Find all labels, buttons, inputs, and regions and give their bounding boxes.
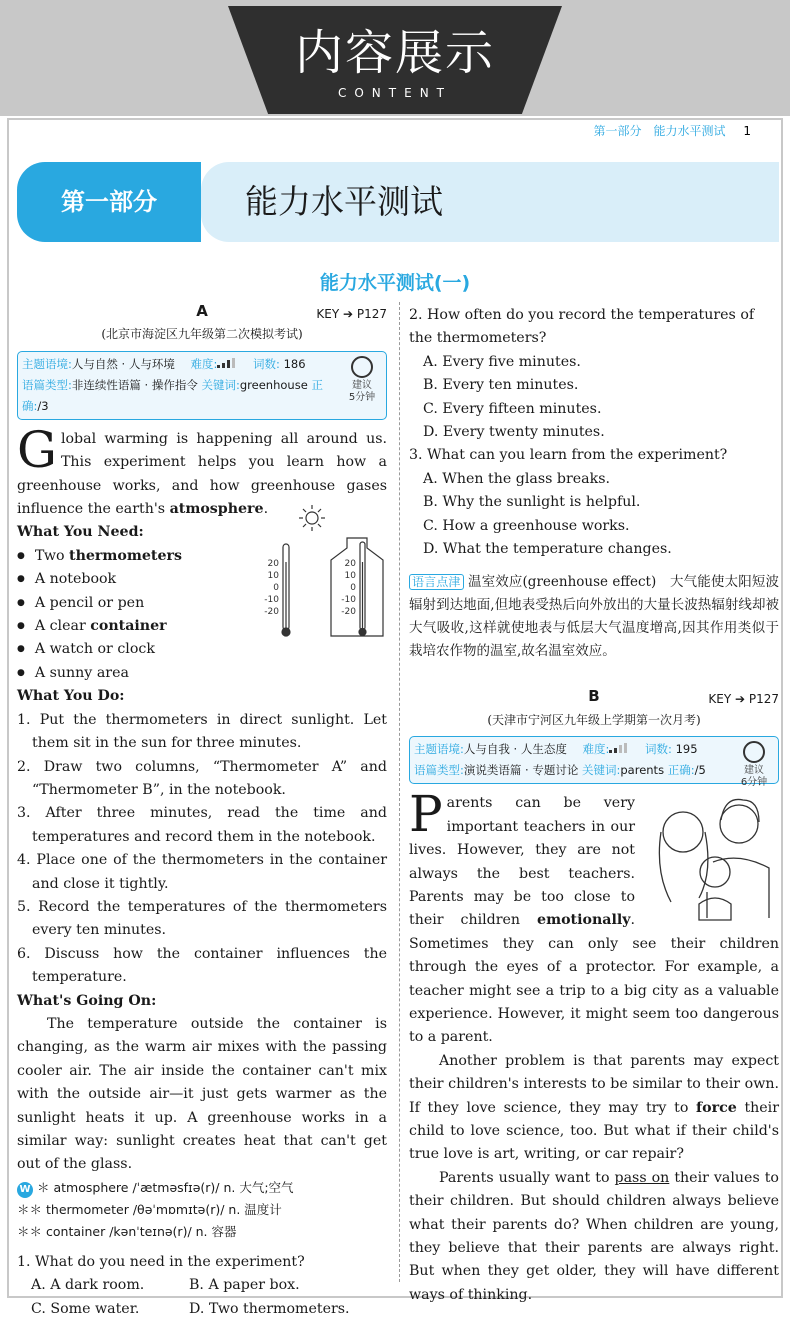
list-item: ● A watch or clock [17, 638, 237, 661]
right-column [409, 300, 779, 1307]
drop-cap: P [409, 785, 443, 844]
content-banner [0, 0, 790, 116]
suggested-time [342, 356, 382, 404]
going-heading: What's Going On: [17, 992, 157, 1009]
passage-source: (北京市海淀区九年级第二次模拟考试) [101, 327, 303, 342]
part-title: 能力水平测试 [201, 162, 779, 242]
option[interactable]: C. How a greenhouse works. [423, 517, 630, 534]
passage-a-intro: Global warming is happening all around us. This experiment helps you learn how a greenhouse works, and how greenhouse gases influence the earth's atmosphere. [17, 420, 387, 518]
option[interactable]: D. What the temperature changes. [423, 541, 672, 558]
language-note [409, 571, 779, 663]
question-stem: 3. What can you learn from the experiment? [409, 447, 728, 464]
words-value: 195 [675, 742, 698, 757]
difficulty-bars-icon [609, 743, 629, 753]
tick-label: 20 [267, 559, 279, 569]
correct-label: 正确: [667, 763, 695, 778]
list-item: 5. Record the temperatures of the thermometers every ten minutes. [17, 898, 387, 939]
tick-label: -20 [341, 607, 356, 617]
difficulty-label: 难度: [582, 742, 610, 757]
tick-label: 0 [350, 583, 356, 593]
family-illustration [643, 792, 779, 922]
underlined-phrase: pass on [614, 1169, 670, 1186]
option[interactable]: A. A dark room. [31, 1277, 145, 1294]
bold-word: force [696, 1099, 737, 1116]
tick-label: 10 [344, 571, 356, 581]
question-options [17, 1274, 387, 1321]
option[interactable]: D. Two thermometers. [189, 1300, 350, 1317]
words-label: 词数: [645, 742, 672, 757]
clock-icon [743, 741, 765, 763]
passage-info-box [409, 736, 779, 789]
type-label: 语篇类型: [414, 763, 464, 778]
keyword-value: greenhouse [239, 377, 308, 392]
list-item: ● Two thermometers [17, 545, 237, 568]
passage-b-p3: Parents usually want to pass on their values to their children. But should children always believe what their parents do? When children are young, they believe that their parents are always right. But when they get older, they will have different ways of thinking. [409, 1169, 779, 1303]
father-body [707, 858, 769, 918]
part-label: 第一部分 [17, 162, 201, 242]
father-head [720, 805, 758, 843]
list-item: 1. Put the thermometers in direct sunlight. Let them sit in the sun for three minutes. [17, 711, 387, 752]
passage-b-p1: Parents can be very important teachers in our lives. However, they are not always the best teachers. Parents may be too close to their children emotionally. Sometimes they can only see their children through the eyes of a protector. For example, a teacher might see a trip to a big city as a valuable experience. However, it might seem too dangerous to a parent. [409, 785, 779, 1046]
jar-icon [331, 538, 383, 636]
question-options [409, 351, 779, 445]
option[interactable]: B. Every ten minutes. [423, 377, 579, 394]
tick-label: 20 [344, 559, 356, 569]
option[interactable]: D. Every twenty minutes. [423, 424, 605, 441]
timer-bottom: 5分钟 [348, 391, 376, 403]
thermometer-icon [282, 544, 290, 636]
option[interactable]: C. Every fifteen minutes. [423, 400, 602, 417]
question-1 [17, 1251, 387, 1321]
list-item: ● A pencil or pen [17, 592, 237, 615]
passage-b-p2: Another problem is that parents may expect their children's interests to be similar to their own. If they love science, they may try to force their child to love science, too. But what if their child's true love is art, writing, or car repair? [409, 1052, 779, 1163]
keyword-label: 关键词: [582, 763, 621, 778]
running-header [594, 122, 751, 139]
difficulty-label: 难度: [190, 356, 218, 371]
correct-value: /5 [694, 763, 706, 778]
passage-b-heading [409, 685, 779, 708]
materials-list [17, 545, 237, 685]
running-header-text: 第一部分 能力水平测试 [593, 124, 726, 138]
drop-cap: G [17, 420, 57, 479]
list-item: 6. Discuss how the container influences the temperature. [17, 945, 387, 986]
going-text: The temperature outside the container is changing, as the warm air mixes with the passing cooler air. The air inside the container can't mix with the outside air—it just gets warmer as the sunlight heats it up. A greenhouse works in a similar way: sunlight creates heat that can't get out of the glass. [17, 1015, 387, 1173]
language-note-text: 温室效应(greenhouse effect) 大气能使太阳短波辐射到达地面,但地表受热后向外放出的大量长波热辐射线却被大气吸收,这样就使地表与低层大气温度增高,因其作用类似于栽培农作物的温室,故名温室效应。 [409, 574, 779, 660]
difficulty-bars-icon [217, 358, 237, 368]
passage-a-heading [17, 300, 387, 323]
left-column [17, 300, 387, 1321]
page-number: 1 [743, 124, 751, 138]
option[interactable]: A. When the glass breaks. [423, 470, 611, 487]
option[interactable]: B. A paper box. [189, 1277, 300, 1294]
mother-head [663, 812, 703, 852]
sun-icon [299, 505, 325, 531]
list-item: 3. After three minutes, read the time and temperatures and record them in the notebook. [17, 805, 387, 845]
suggested-time [734, 741, 774, 789]
child-body [699, 898, 731, 920]
words-value: 186 [283, 356, 306, 371]
passage-source: (天津市宁河区九年级上学期第一次月考) [487, 712, 701, 727]
timer-top: 建议 [352, 379, 372, 391]
passage-letter: B [588, 687, 600, 706]
list-item: ● A sunny area [17, 662, 237, 685]
type-label: 语篇类型: [22, 377, 72, 392]
timer-top: 建议 [744, 765, 764, 777]
banner-subtitle: CONTENT [337, 86, 453, 100]
tick-label: 0 [273, 583, 279, 593]
list-item: 2. Draw two columns, “Thermometer A” and “Thermometer B”, in the notebook. [17, 758, 387, 798]
vocab-item: ＊＊ thermometer /θəˈmɒmɪtə(r)/ n. 温度计 [17, 1201, 282, 1217]
timer-bottom: 6分钟 [740, 777, 768, 789]
thermometer-figure [255, 502, 389, 642]
intro-bold-word: atmosphere [169, 501, 264, 518]
correct-label: 正确: [22, 377, 323, 413]
theme-value: 人与自然 · 人与环境 [71, 356, 175, 371]
option[interactable]: C. Some water. [31, 1300, 140, 1317]
question-2 [409, 304, 779, 444]
question-stem: 2. How often do you record the temperatures of the thermometers? [409, 307, 755, 347]
type-value: 演说类语篇 · 专题讨论 [463, 763, 579, 778]
keyword-value: parents [620, 763, 665, 778]
keyword-label: 关键词: [201, 377, 240, 392]
list-item: ● A notebook [17, 568, 237, 591]
theme-label: 主题语境: [22, 356, 72, 371]
type-value: 非连续性语篇 · 操作指令 [71, 377, 198, 392]
list-item: 4. Place one of the thermometers in the container and close it tightly. [17, 852, 387, 892]
vocabulary-list [17, 1177, 387, 1243]
banner-title: 内容展示 [294, 25, 495, 81]
question-3 [409, 444, 779, 561]
clock-icon [351, 356, 373, 378]
tick-label: -20 [264, 607, 279, 617]
answer-key-ref: KEY ➔ P127 [316, 307, 387, 321]
theme-value: 人与自我 · 人生态度 [463, 742, 567, 757]
passage-info-box [17, 351, 387, 420]
question-options [409, 468, 779, 562]
correct-value: /3 [37, 398, 49, 413]
section-title: 能力水平测试(一) [319, 272, 471, 294]
steps-list [17, 709, 387, 990]
column-divider [399, 302, 400, 1282]
tick-label: -10 [264, 595, 279, 605]
tick-label: 10 [267, 571, 279, 581]
intro-text: lobal warming is happening all around us. This experiment helps you learn how a greenhouse works, and how greenhouse gases influence the earth's [17, 430, 387, 518]
vocab-item: ＊＊ container /kənˈteɪnə(r)/ n. 容器 [17, 1223, 237, 1239]
words-label: 词数: [253, 356, 280, 371]
tick-label: -10 [341, 595, 356, 605]
word-badge-icon: W [17, 1182, 33, 1198]
vocab-item: W ＊ atmosphere /ˈætməsfɪə(r)/ n. 大气;空气 [17, 1177, 387, 1199]
question-stem: 1. What do you need in the experiment? [17, 1253, 305, 1270]
answer-key-ref: KEY ➔ P127 [708, 692, 779, 707]
option[interactable]: A. Every five minutes. [423, 353, 581, 370]
option[interactable]: B. Why the sunlight is helpful. [423, 494, 641, 511]
list-item: ● A clear container [17, 615, 237, 638]
do-heading: What You Do: [17, 688, 125, 705]
need-heading: What You Need: [17, 524, 144, 541]
language-note-badge: 语言点津 [409, 574, 464, 590]
passage-letter: A [196, 302, 208, 320]
book-page [7, 118, 783, 1317]
theme-label: 主题语境: [414, 742, 464, 757]
bold-word: emotionally [537, 912, 631, 929]
